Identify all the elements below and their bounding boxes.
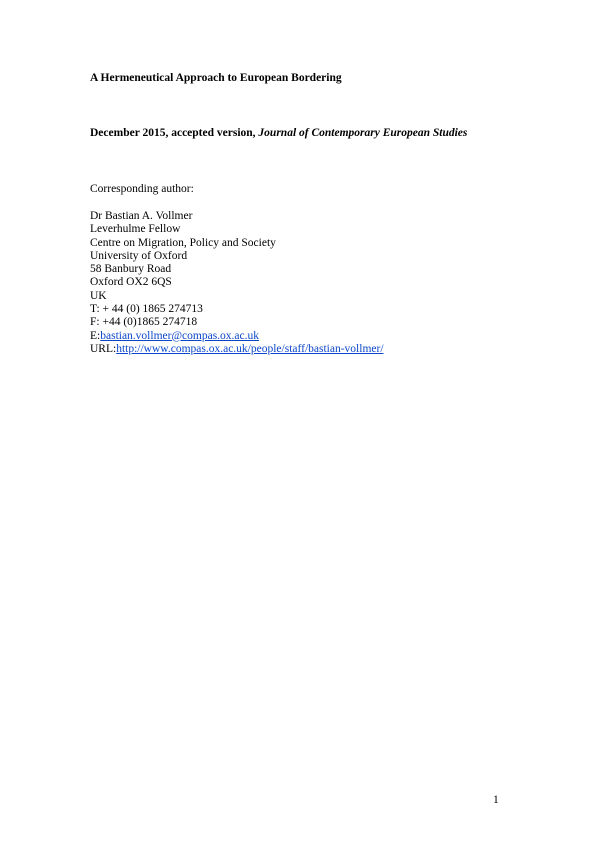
author-name: Dr Bastian A. Vollmer xyxy=(90,210,193,222)
address-city: Oxford OX2 6QS xyxy=(90,276,172,289)
url-prefix: URL: xyxy=(90,342,117,355)
phone-number: T: + 44 (0) 1865 274713 xyxy=(90,303,203,316)
corresponding-author-label: Corresponding author: xyxy=(90,183,194,195)
url-line xyxy=(90,343,384,356)
author-centre: Centre on Migration, Policy and Society xyxy=(90,236,276,249)
journal-name: Journal of Contemporary European Studies xyxy=(258,127,468,139)
page-number: 1 xyxy=(493,794,499,806)
address-country: UK xyxy=(90,289,107,302)
address-street: 58 Banbury Road xyxy=(90,263,172,276)
version-prefix: December 2015, accepted version, xyxy=(90,127,259,139)
email-prefix: E: xyxy=(90,329,101,342)
email-line xyxy=(90,330,384,343)
document-title: A Hermeneutical Approach to European Bordering xyxy=(90,72,342,84)
author-university: University of Oxford xyxy=(90,249,188,262)
author-position: Leverhulme Fellow xyxy=(90,223,181,236)
email-link[interactable]: bastian.vollmer@compas.ox.ac.uk xyxy=(100,329,260,342)
profile-url-link[interactable]: http://www.compas.ox.ac.uk/people/staff/bastian-vollmer/ xyxy=(116,342,384,355)
author-contact-block xyxy=(90,210,384,356)
version-line xyxy=(90,127,467,139)
fax-number: F: +44 (0)1865 274718 xyxy=(90,316,198,329)
